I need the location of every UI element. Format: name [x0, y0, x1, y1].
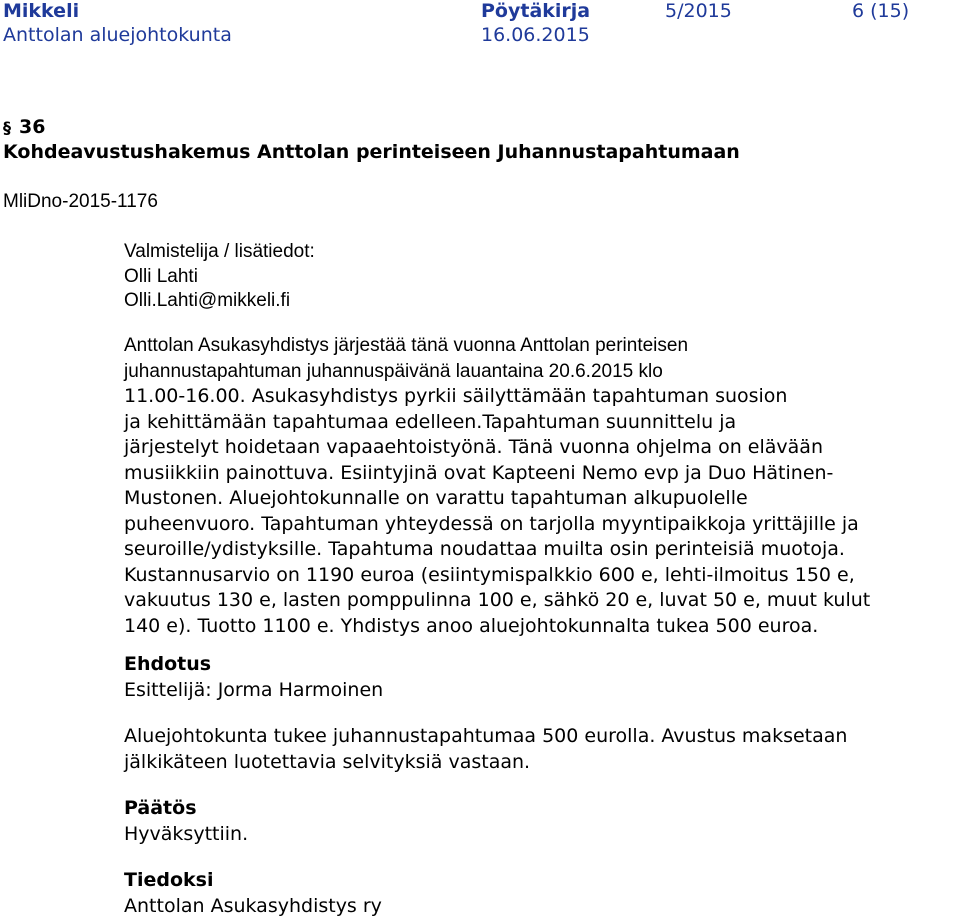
description-line: Kustannusarvio on 1190 euroa (esiintymispalkkio 600 e, lehti-ilmoitus 150 e,	[124, 563, 855, 586]
proposal-line: jälkikäteen luotettavia selvityksiä vastaan.	[124, 751, 531, 773]
description-line: 11.00-16.00. Asukasyhdistys pyrkii säilyttämään tapahtuman suosion	[124, 385, 788, 407]
preparer-label: Valmistelija / lisätiedot:	[124, 241, 315, 262]
decision-heading: Päätös	[124, 797, 197, 819]
header-body: Anttolan aluejohtokunta	[3, 24, 232, 46]
proposal-text	[124, 723, 847, 775]
description-line: musiikkiin painottuva. Esiintyjinä ovat Kapteeni Nemo evp ja Duo Hätinen-	[124, 461, 834, 484]
description	[124, 333, 871, 639]
description-line: juhannustapahtuman juhannuspäivänä lauantaina 20.6.2015 klo	[124, 360, 663, 382]
section-number	[3, 116, 45, 138]
section-symbol: §	[3, 118, 11, 137]
proposal	[124, 651, 383, 703]
decision	[124, 795, 248, 847]
notice-text: Anttolan Asukasyhdistys ry	[124, 895, 382, 917]
description-line: 140 e). Tuotto 1100 e. Yhdistys anoo aluejohtokunnalta tukea 500 euroa.	[124, 614, 819, 637]
section-title: Kohdeavustushakemus Anttolan perinteiseen Juhannustapahtumaan	[3, 141, 740, 163]
description-line: järjestelyt hoidetaan vapaaehtoistyönä. Tänä vuonna ohjelma on elävään	[124, 436, 823, 458]
header-org: Mikkeli	[3, 0, 80, 22]
dno: MliDno-2015-1176	[3, 191, 158, 212]
decision-text: Hyväksyttiin.	[124, 823, 249, 845]
header-page: 6 (15)	[852, 0, 910, 22]
proposal-line: Aluejohtokunta tukee juhannustapahtumaa 500 eurolla. Avustus maksetaan	[124, 725, 848, 747]
description-line: ja kehittämään tapahtumaa edelleen.Tapahtuman suunnittelu ja	[124, 410, 737, 433]
proposal-presenter: Esittelijä: Jorma Harmoinen	[124, 679, 384, 701]
notice-heading: Tiedoksi	[124, 869, 214, 891]
preparer-name: Olli Lahti	[124, 266, 198, 287]
description-line: Mustonen. Aluejohtokunnalle on varattu tapahtuman alkupuolelle	[124, 487, 748, 509]
description-line: vakuutus 130 e, lasten pomppulinna 100 e, sähkö 20 e, luvat 50 e, muut kulut	[124, 589, 871, 611]
preparer-email: Olli.Lahti@mikkeli.fi	[124, 290, 291, 311]
notice	[124, 867, 382, 919]
proposal-heading: Ehdotus	[124, 653, 212, 675]
description-line: Anttolan Asukasyhdistys järjestää tänä vuonna Anttolan perinteisen	[124, 335, 689, 356]
header-date: 16.06.2015	[481, 24, 590, 46]
description-line: seuroille/ydistyksille. Tapahtuma noudattaa muilta osin perinteisiä muotoja.	[124, 538, 845, 560]
header-number: 5/2015	[665, 0, 732, 22]
section-number-value: 36	[19, 116, 46, 138]
description-line: puheenvuoro. Tapahtuman yhteydessä on tarjolla myyntipaikkoja yrittäjille ja	[124, 512, 859, 535]
header-doc-type: Pöytäkirja	[481, 0, 591, 22]
